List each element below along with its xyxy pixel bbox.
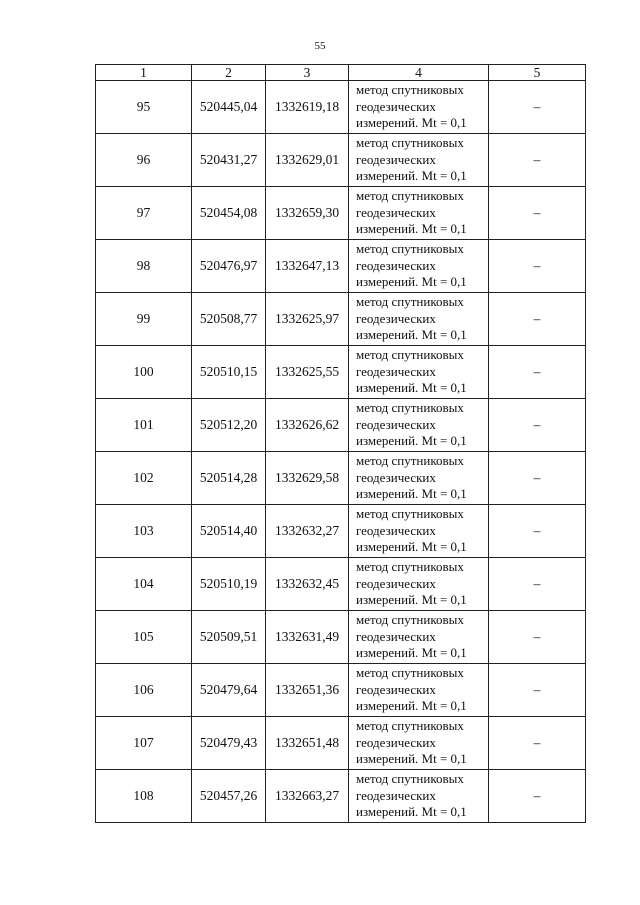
method-line: метод спутниковых [356,718,464,734]
method-cell [349,664,489,717]
point-number-cell: 96 [96,134,192,187]
method-line: измерений. Mt = 0,1 [356,221,467,237]
point-number-cell: 100 [96,346,192,399]
method-cell [349,346,489,399]
method-line: измерений. Mt = 0,1 [356,486,467,502]
method-line: геодезических [356,257,436,273]
header-col-2: 2 [192,65,266,81]
coordinate-y-cell: 1332632,27 [266,505,349,558]
table-header [96,65,586,81]
table-row [96,187,586,240]
method-line: метод спутниковых [356,665,464,681]
method-line: метод спутниковых [356,559,464,575]
method-line: метод спутниковых [356,188,464,204]
method-line: измерений. Mt = 0,1 [356,804,467,820]
method-cell [349,452,489,505]
point-number-cell: 105 [96,611,192,664]
description-cell: – [489,558,586,611]
coordinate-y-cell: 1332625,55 [266,346,349,399]
table-row [96,452,586,505]
method-line: геодезических [356,151,436,167]
point-number-cell: 102 [96,452,192,505]
method-cell [349,134,489,187]
method-cell [349,240,489,293]
method-cell [349,611,489,664]
method-line: измерений. Mt = 0,1 [356,539,467,555]
description-cell: – [489,81,586,134]
coordinate-x-cell: 520510,19 [192,558,266,611]
method-line: измерений. Mt = 0,1 [356,592,467,608]
point-number-cell: 104 [96,558,192,611]
coordinate-x-cell: 520514,40 [192,505,266,558]
description-cell: – [489,399,586,452]
method-line: измерений. Mt = 0,1 [356,380,467,396]
coordinate-y-cell: 1332631,49 [266,611,349,664]
coordinate-x-cell: 520514,28 [192,452,266,505]
description-cell: – [489,134,586,187]
method-line: метод спутниковых [356,612,464,628]
coordinate-x-cell: 520431,27 [192,134,266,187]
coordinate-y-cell: 1332632,45 [266,558,349,611]
coordinate-x-cell: 520479,64 [192,664,266,717]
table-row [96,611,586,664]
method-line: геодезических [356,310,436,326]
method-line: геодезических [356,681,436,697]
coordinate-y-cell: 1332647,13 [266,240,349,293]
coordinate-x-cell: 520476,97 [192,240,266,293]
method-cell [349,187,489,240]
method-line: геодезических [356,204,436,220]
coordinate-y-cell: 1332619,18 [266,81,349,134]
coordinate-x-cell: 520509,51 [192,611,266,664]
method-line: геодезических [356,734,436,750]
description-cell: – [489,664,586,717]
description-cell: – [489,611,586,664]
description-cell: – [489,452,586,505]
point-number-cell: 106 [96,664,192,717]
method-line: метод спутниковых [356,135,464,151]
coordinate-y-cell: 1332659,30 [266,187,349,240]
method-cell [349,81,489,134]
method-line: измерений. Mt = 0,1 [356,751,467,767]
page-number: 55 [314,40,326,52]
method-cell [349,558,489,611]
method-line: метод спутниковых [356,506,464,522]
coordinate-x-cell: 520510,15 [192,346,266,399]
table-body [96,81,586,823]
method-line: геодезических [356,469,436,485]
method-line: метод спутниковых [356,453,464,469]
method-cell [349,505,489,558]
coordinate-x-cell: 520454,08 [192,187,266,240]
table-row [96,558,586,611]
coordinate-y-cell: 1332663,27 [266,770,349,823]
method-line: измерений. Mt = 0,1 [356,645,467,661]
coordinate-y-cell: 1332626,62 [266,399,349,452]
method-line: измерений. Mt = 0,1 [356,115,467,131]
header-col-3: 3 [266,65,349,81]
coordinates-table [95,64,586,823]
point-number-cell: 101 [96,399,192,452]
coordinate-x-cell: 520479,43 [192,717,266,770]
point-number-cell: 99 [96,293,192,346]
point-number-cell: 97 [96,187,192,240]
method-line: геодезических [356,98,436,114]
method-line: геодезических [356,787,436,803]
method-line: метод спутниковых [356,347,464,363]
coordinate-y-cell: 1332625,97 [266,293,349,346]
method-line: измерений. Mt = 0,1 [356,168,467,184]
description-cell: – [489,505,586,558]
table-row [96,240,586,293]
method-line: измерений. Mt = 0,1 [356,274,467,290]
method-line: измерений. Mt = 0,1 [356,698,467,714]
table-row [96,770,586,823]
method-line: метод спутниковых [356,771,464,787]
description-cell: – [489,293,586,346]
point-number-cell: 95 [96,81,192,134]
method-line: геодезических [356,416,436,432]
header-col-1: 1 [96,65,192,81]
method-cell [349,717,489,770]
point-number-cell: 107 [96,717,192,770]
coordinate-y-cell: 1332651,48 [266,717,349,770]
method-cell [349,399,489,452]
table-row [96,293,586,346]
coordinate-x-cell: 520508,77 [192,293,266,346]
method-line: геодезических [356,363,436,379]
description-cell: – [489,187,586,240]
coordinate-x-cell: 520457,26 [192,770,266,823]
method-line: метод спутниковых [356,400,464,416]
method-line: измерений. Mt = 0,1 [356,433,467,449]
table-row [96,134,586,187]
method-cell [349,293,489,346]
coordinate-y-cell: 1332651,36 [266,664,349,717]
coordinate-x-cell: 520512,20 [192,399,266,452]
method-line: геодезических [356,575,436,591]
header-row [96,65,586,81]
method-line: геодезических [356,522,436,538]
table-row [96,505,586,558]
coordinate-x-cell: 520445,04 [192,81,266,134]
method-cell [349,770,489,823]
table-row [96,399,586,452]
table-row [96,717,586,770]
point-number-cell: 103 [96,505,192,558]
description-cell: – [489,346,586,399]
header-col-4: 4 [349,65,489,81]
method-line: метод спутниковых [356,294,464,310]
coordinate-y-cell: 1332629,01 [266,134,349,187]
point-number-cell: 108 [96,770,192,823]
coordinate-y-cell: 1332629,58 [266,452,349,505]
header-col-5: 5 [489,65,586,81]
method-line: метод спутниковых [356,241,464,257]
table-row [96,81,586,134]
point-number-cell: 98 [96,240,192,293]
table-row [96,346,586,399]
description-cell: – [489,240,586,293]
method-line: метод спутниковых [356,82,464,98]
method-line: геодезических [356,628,436,644]
method-line: измерений. Mt = 0,1 [356,327,467,343]
table-row [96,664,586,717]
description-cell: – [489,717,586,770]
description-cell: – [489,770,586,823]
